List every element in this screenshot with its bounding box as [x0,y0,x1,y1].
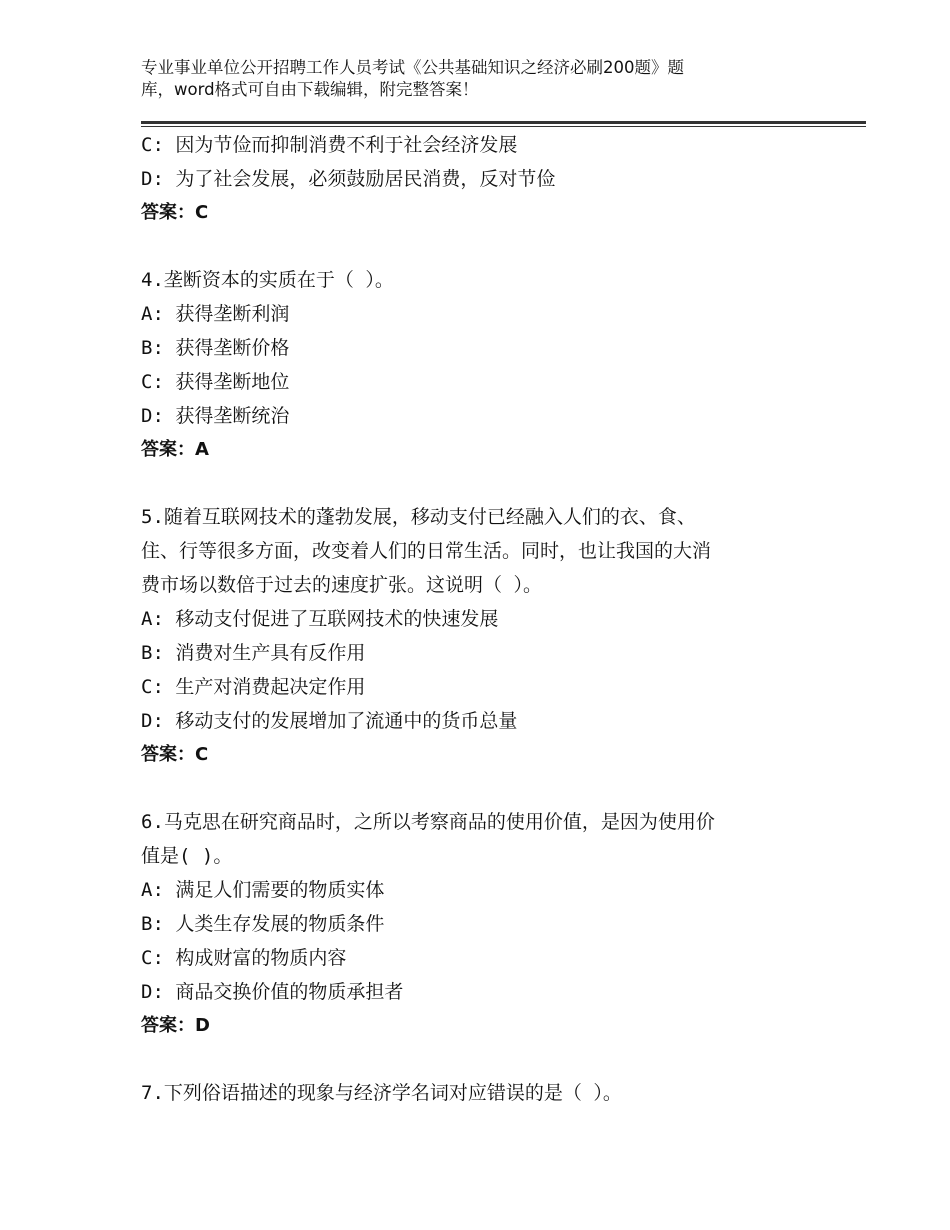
question-list [141,128,821,1110]
option-c: C: 获得垄断地位 [141,371,290,393]
option-c: C: 因为节俭而抑制消费不利于社会经济发展 [141,134,518,156]
option-c: C: 构成财富的物质内容 [141,947,347,969]
question-stem-line-1: 6.马克思在研究商品时，之所以考察商品的使用价值，是因为使用价 [141,811,715,833]
question-stem: 7.下列俗语描述的现象与经济学名词对应错误的是（ ）。 [141,1082,622,1104]
option-a: A: 获得垄断利润 [141,303,290,325]
question-stem: 4.垄断资本的实质在于（ ）。 [141,269,394,291]
question-stem-line-2: 值是( )。 [141,845,233,867]
option-b: B: 人类生存发展的物质条件 [141,913,385,935]
option-d: D: 为了社会发展，必须鼓励居民消费，反对节俭 [141,168,556,190]
header-divider-thick [141,121,866,124]
question-5 [141,500,821,772]
question-6 [141,805,821,1043]
spacer [141,467,821,500]
page-header [141,57,801,101]
answer-label: 答案：C [141,744,209,765]
question-stem-line-2: 住、行等很多方面，改变着人们的日常生活。同时，也让我国的大消 [141,540,712,562]
question-7 [141,1076,821,1110]
spacer [141,1043,821,1076]
option-a: A: 满足人们需要的物质实体 [141,879,385,901]
header-title-line-2: 库，word格式可自由下载编辑，附完整答案！ [141,80,479,99]
option-d: D: 商品交换价值的物质承担者 [141,981,404,1003]
option-b: B: 消费对生产具有反作用 [141,642,366,664]
option-c: C: 生产对消费起决定作用 [141,676,366,698]
option-b: B: 获得垄断价格 [141,337,290,359]
question-3-tail [141,128,821,230]
question-stem-line-1: 5.随着互联网技术的蓬勃发展，移动支付已经融入人们的衣、食、 [141,506,696,528]
header-divider-thin [141,126,866,127]
answer-label: 答案：C [141,202,209,223]
option-d: D: 移动支付的发展增加了流通中的货币总量 [141,710,518,732]
spacer [141,772,821,805]
header-title-line-1: 专业事业单位公开招聘工作人员考试《公共基础知识之经济必刷200题》题 [141,58,684,77]
answer-label: 答案：D [141,1015,210,1036]
answer-label: 答案：A [141,439,209,460]
spacer [141,230,821,263]
question-4 [141,263,821,467]
question-stem-line-3: 费市场以数倍于过去的速度扩张。这说明（ ）。 [141,574,542,596]
option-d: D: 获得垄断统治 [141,405,290,427]
option-a: A: 移动支付促进了互联网技术的快速发展 [141,608,499,630]
